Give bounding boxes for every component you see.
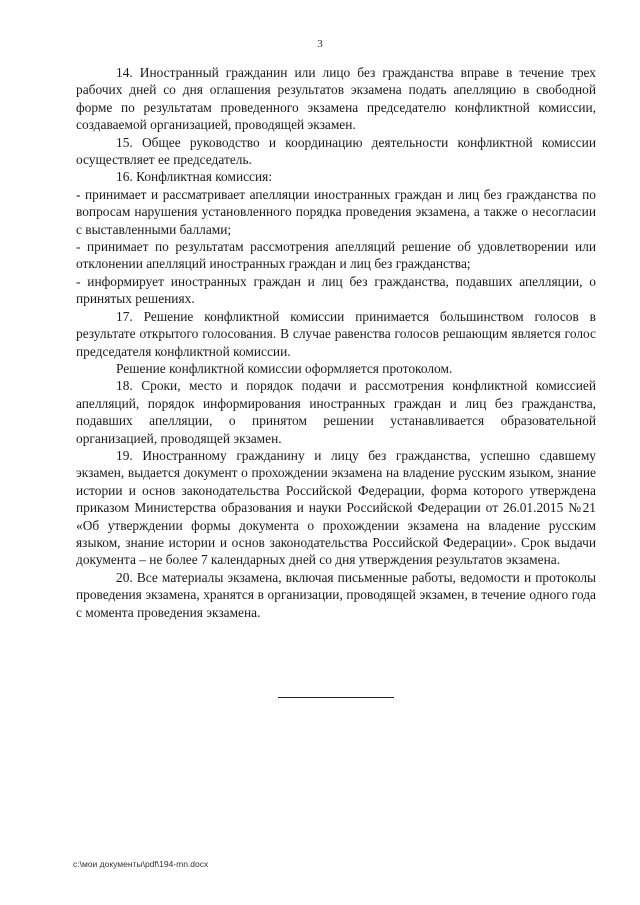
paragraph: 20. Все материалы экзамена, включая письменные работы, ведомости и протоколы проведения экзамена, хранятся в организации, проводящей экзамен, в течение одного года с момента проведения экзамена. — [76, 569, 596, 620]
end-divider — [278, 697, 394, 698]
paragraph: 19. Иностранному гражданину и лицу без гражданства, успешно сдавшему экзамен, выдается документ о прохождении экзамена на владение русским языком, знание истории и основ законодательства Российской Федерации, форма которого утверждена приказом Министерства образования и науки Российской Федерации от 26.01.2015 №21 «Об утверждении формы документа о прохождении экзамена на владение русским языком, знание истории и основ законодательства Российской Федерации». Срок выдачи документа – не более 7 календарных дней со дня утверждения результатов экзамена. — [76, 447, 596, 568]
list-item: - информирует иностранных граждан и лиц без гражданства, подавших апелляции, о принятых решениях. — [76, 273, 596, 307]
page-number: 3 — [317, 38, 323, 50]
paragraph: 16. Конфликтная комиссия: — [116, 169, 273, 185]
file-path-footer: c:\мои документы\pdf\194-mn.docx — [73, 859, 209, 869]
paragraph: 18. Сроки, место и порядок подачи и рассмотрения конфликтной комиссией апелляций, порядок информирования иностранных граждан и лиц без гражданства, подавших апелляции, о принятом решении устанавливается образовательной организацией, проводящей экзамен. — [76, 378, 596, 446]
paragraph: 14. Иностранный гражданин или лицо без гражданства вправе в течение трех рабочих дней со дня оглашения результатов экзамена подать апелляцию в свободной форме по результатам проведенного экзамена председателю конфликтной комиссии, создаваемой организацией, проводящей экзамен. — [76, 65, 596, 133]
list-item: - принимает по результатам рассмотрения апелляций решение об удовлетворении или отклонении апелляций иностранных граждан и лиц без гражданства; — [76, 239, 596, 272]
paragraph: 17. Решение конфликтной комиссии принимается большинством голосов в результате открытого голосования. В случае равенства голосов решающим является голос председателя конфликтной комиссии. — [76, 308, 596, 359]
list-item: - принимает и рассматривает апелляции иностранных граждан и лиц без гражданства по вопросам нарушения установленного порядка проведения экзамена, а также о несогласии с выставленными баллами; — [76, 186, 596, 237]
document-body — [76, 64, 596, 621]
paragraph: Решение конфликтной комиссии оформляется протоколом. — [116, 360, 453, 376]
paragraph: 15. Общее руководство и координацию деятельности конфликтной комиссии осуществляет ее председатель. — [76, 134, 596, 168]
